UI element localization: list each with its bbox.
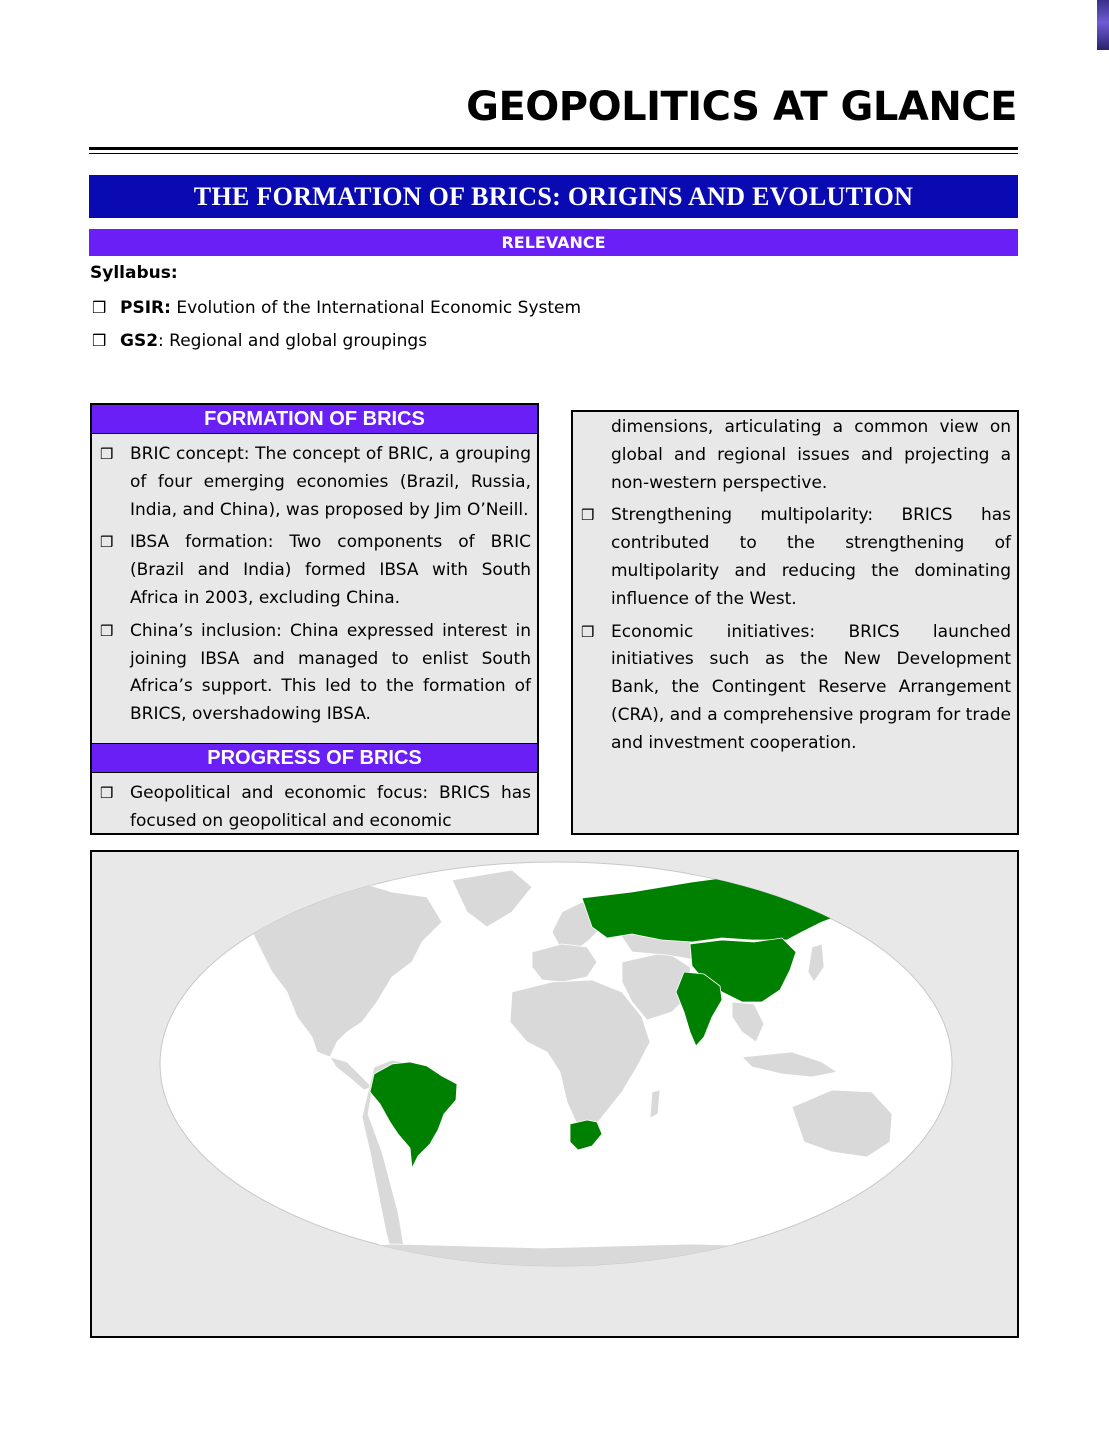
continued-text: dimensions, articulating a common view on global and regional issues and projecting a non-western perspective. <box>611 417 1011 493</box>
europe-west <box>532 944 597 982</box>
formation-list <box>92 441 537 729</box>
brics-world-map <box>90 850 1019 1338</box>
list-item <box>92 618 537 729</box>
syllabus-text: : Regional and global groupings <box>158 331 428 351</box>
syllabus-item-psir <box>92 298 581 318</box>
progress-list <box>92 780 537 835</box>
progress-heading: PROGRESS OF BRICS <box>92 743 537 773</box>
list-item <box>573 619 1017 758</box>
list-item-text: China’s inclusion: China expressed interest in joining IBSA and managed to enlist South Africa’s support. This led to the formation of BRICS, overshadowing IBSA. <box>130 620 531 725</box>
right-content-box <box>571 410 1019 835</box>
checkbox-bullet-icon: ❒ <box>100 783 114 802</box>
list-item-text: Strengthening multipolarity: BRICS has contributed to the strengthening of multipolarity and reducing the dominating influence of the West. <box>611 505 1011 609</box>
page-title: GEOPOLITICS AT GLANCE <box>466 84 1017 130</box>
list-item <box>92 529 537 612</box>
checkbox-bullet-icon: ❒ <box>92 298 107 317</box>
list-item <box>92 441 537 524</box>
list-item <box>92 780 537 835</box>
list-item <box>573 502 1017 613</box>
title-rule-thick <box>89 147 1018 150</box>
formation-heading: FORMATION OF BRICS <box>92 405 537 434</box>
checkbox-bullet-icon: ❒ <box>100 445 114 463</box>
progress-list-continued <box>573 502 1017 757</box>
checkbox-bullet-icon: ❒ <box>92 331 107 350</box>
antarctica <box>272 1244 952 1272</box>
left-content-box <box>90 403 539 835</box>
corner-decoration <box>1097 0 1109 50</box>
relevance-bar: RELEVANCE <box>89 229 1018 256</box>
syllabus-key: GS2 <box>120 331 159 351</box>
list-item-text: IBSA formation: Two components of BRIC (Brazil and India) formed IBSA with South Africa in 2003, excluding China. <box>130 532 531 608</box>
topic-banner: THE FORMATION OF BRICS: ORIGINS AND EVOLUTION <box>89 175 1018 218</box>
syllabus-key: PSIR: <box>120 298 171 318</box>
list-item-text: Economic initiatives: BRICS launched initiatives such as the New Development Bank, the Contingent Reserve Arrangement (CRA), and a comprehensive program for trade and investment cooperation. <box>611 621 1011 753</box>
checkbox-bullet-icon: ❒ <box>100 621 114 640</box>
checkbox-bullet-icon: ❒ <box>581 506 595 525</box>
list-item-text: Geopolitical and economic focus: BRICS has focused on geopolitical and economic <box>130 782 531 831</box>
world-map-svg <box>92 852 1017 1336</box>
new-zealand <box>914 1150 932 1182</box>
syllabus-label: Syllabus: <box>90 263 178 283</box>
checkbox-bullet-icon: ❒ <box>581 622 595 641</box>
syllabus-item-gs2 <box>92 331 427 351</box>
syllabus-text: Evolution of the International Economic System <box>170 298 582 318</box>
checkbox-bullet-icon: ❒ <box>100 533 114 552</box>
title-rule-thin <box>89 153 1018 154</box>
list-item-text: BRIC concept: The concept of BRIC, a grouping of four emerging economies (Brazil, Russia, India, and China), was proposed by Jim O’Neill. <box>130 444 531 520</box>
